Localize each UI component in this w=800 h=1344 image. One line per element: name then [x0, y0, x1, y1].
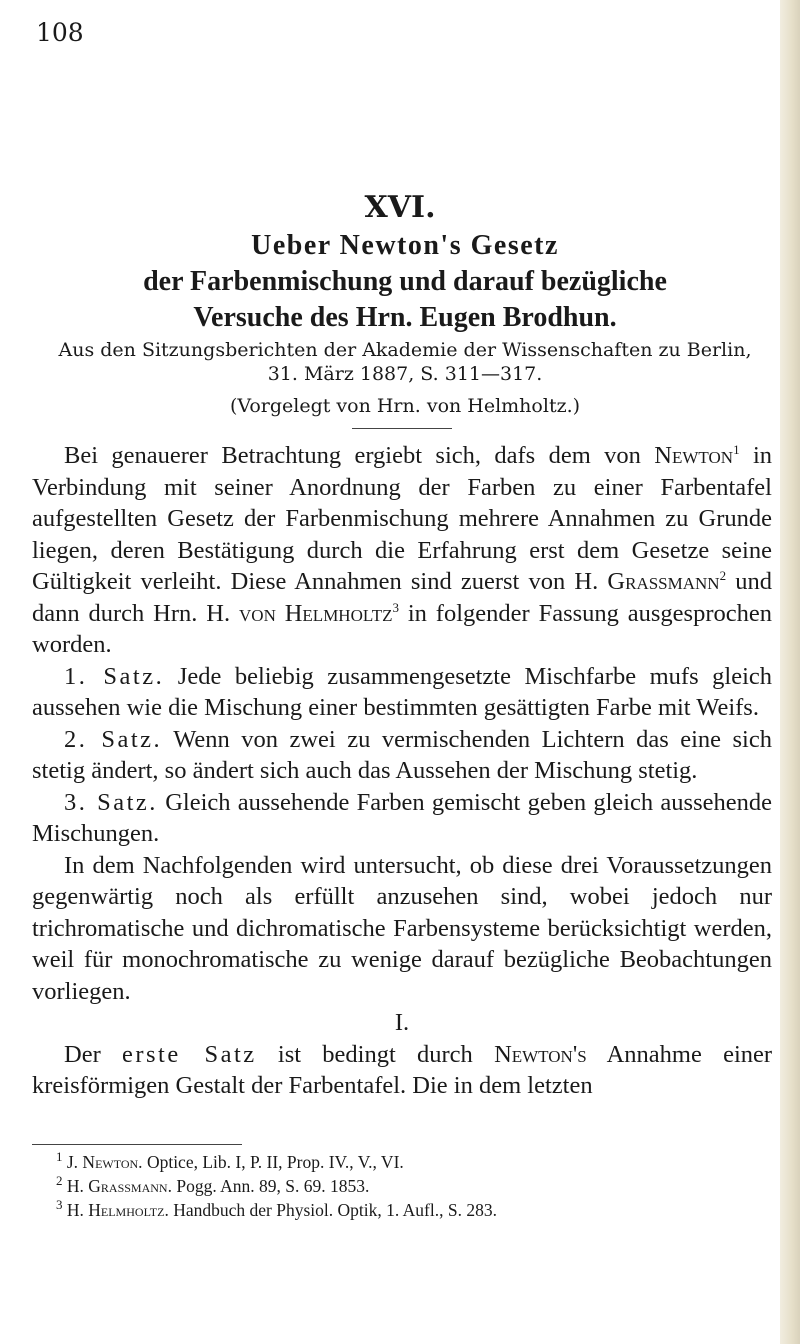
body-text — [32, 440, 772, 1102]
paragraph-nachfolgend: In dem Nachfolgenden wird untersucht, ob diese drei Voraussetzungen gegenwärtig noch als erfüllt anzusehen sind, wobei jedoch nur trichromatische und dichromatische Farbensysteme berücksichtigt werden, weil für monochromatische zu wenige darauf bezügliche Beobachtungen vorliegen. — [32, 851, 772, 1005]
satz-label: 1. Satz. — [64, 662, 165, 690]
author-grassmann: Grassmann — [607, 568, 720, 595]
paragraph-satz-1: 1. Satz. Jede beliebig zusammengesetzte Mischfarbe mufs gleich aussehen wie die Mischung einer bestimmten gesättigten Farbe mit Weifs. — [32, 662, 773, 721]
emphasis-erste-satz: erste Satz — [121, 1040, 257, 1068]
title-line-2: der Farbenmischung und darauf bezügliche — [143, 266, 667, 297]
footnotes — [56, 1150, 776, 1222]
section-heading: I. — [394, 1009, 410, 1036]
footnote-divider — [32, 1144, 242, 1145]
footnote-2: $^2$ H. Grassmann. Pogg. Ann. 89, S. 69. 1853. — [56, 1173, 370, 1196]
paragraph-erste-satz: Der erste Satz ist bedingt durch Newton's Annahme einer kreisförmigen Gestalt der Farbentafel. Die in dem letzten — [32, 1040, 773, 1099]
chapter-number: XVI. — [364, 190, 436, 225]
paragraph-intro: Bei genauerer Betrachtung ergiebt sich, dafs dem von Newton$^1$ in Verbindung mit seiner Anordnung der Farben zu einer Farbentafel aufgestellten Gesetz der Farbenmischung mehrere Annahmen zu Grunde liegen, deren Bestätigung durch die Erfahrung erst dem Gesetze seine Gültigkeit verleiht. Diese Annahmen sind zuerst von H. Grassmann$^2$ und dann durch Hrn. H. von Helmholtz$^3$ in folgender Fassung ausgesprochen worden. — [32, 441, 773, 658]
title-line-1: Ueber Newton's Gesetz — [251, 230, 559, 261]
footnote-ref-2: 2 — [719, 567, 727, 583]
source-note — [40, 338, 770, 386]
title-line-3: Versuche des Hrn. Eugen Brodhun. — [193, 302, 617, 333]
author-newton: Newton — [654, 442, 734, 469]
satz-label: 3. Satz. — [64, 788, 158, 816]
author-newton-2: Newton's — [494, 1040, 587, 1068]
presented-by: (Vorgelegt von Hrn. von Helmholtz.) — [229, 395, 581, 417]
source-line-1: Aus den Sitzungsberichten der Akademie der Wissenschaften zu Berlin, — [58, 339, 752, 361]
paragraph-satz-2: 2. Satz. Wenn von zwei zu vermischenden Lichtern das eine sich stetig ändert, so ändert sich auch das Aussehen der Mischung stetig. — [32, 725, 772, 784]
paragraph-satz-3: 3. Satz. Gleich aussehende Farben gemischt geben gleich aussehende Mischungen. — [32, 788, 772, 847]
page-number: 108 — [36, 18, 84, 47]
author-helmholtz: von Helmholtz — [239, 599, 393, 627]
article-title — [40, 228, 770, 336]
footnote-ref-3: 3 — [392, 599, 399, 615]
footnote-1: $^1$ J. Newton. Optice, Lib. I, P. II, Prop. IV., V., VI. — [56, 1149, 404, 1172]
footnote-ref-1: 1 — [733, 441, 740, 457]
footnote-3: $^3$ H. Helmholtz. Handbuch der Physiol. Optik, 1. Aufl., S. 283. — [56, 1197, 497, 1220]
source-line-2: 31. März 1887, S. 311—317. — [267, 363, 543, 385]
title-divider — [352, 428, 452, 429]
satz-label: 2. Satz. — [64, 725, 163, 753]
